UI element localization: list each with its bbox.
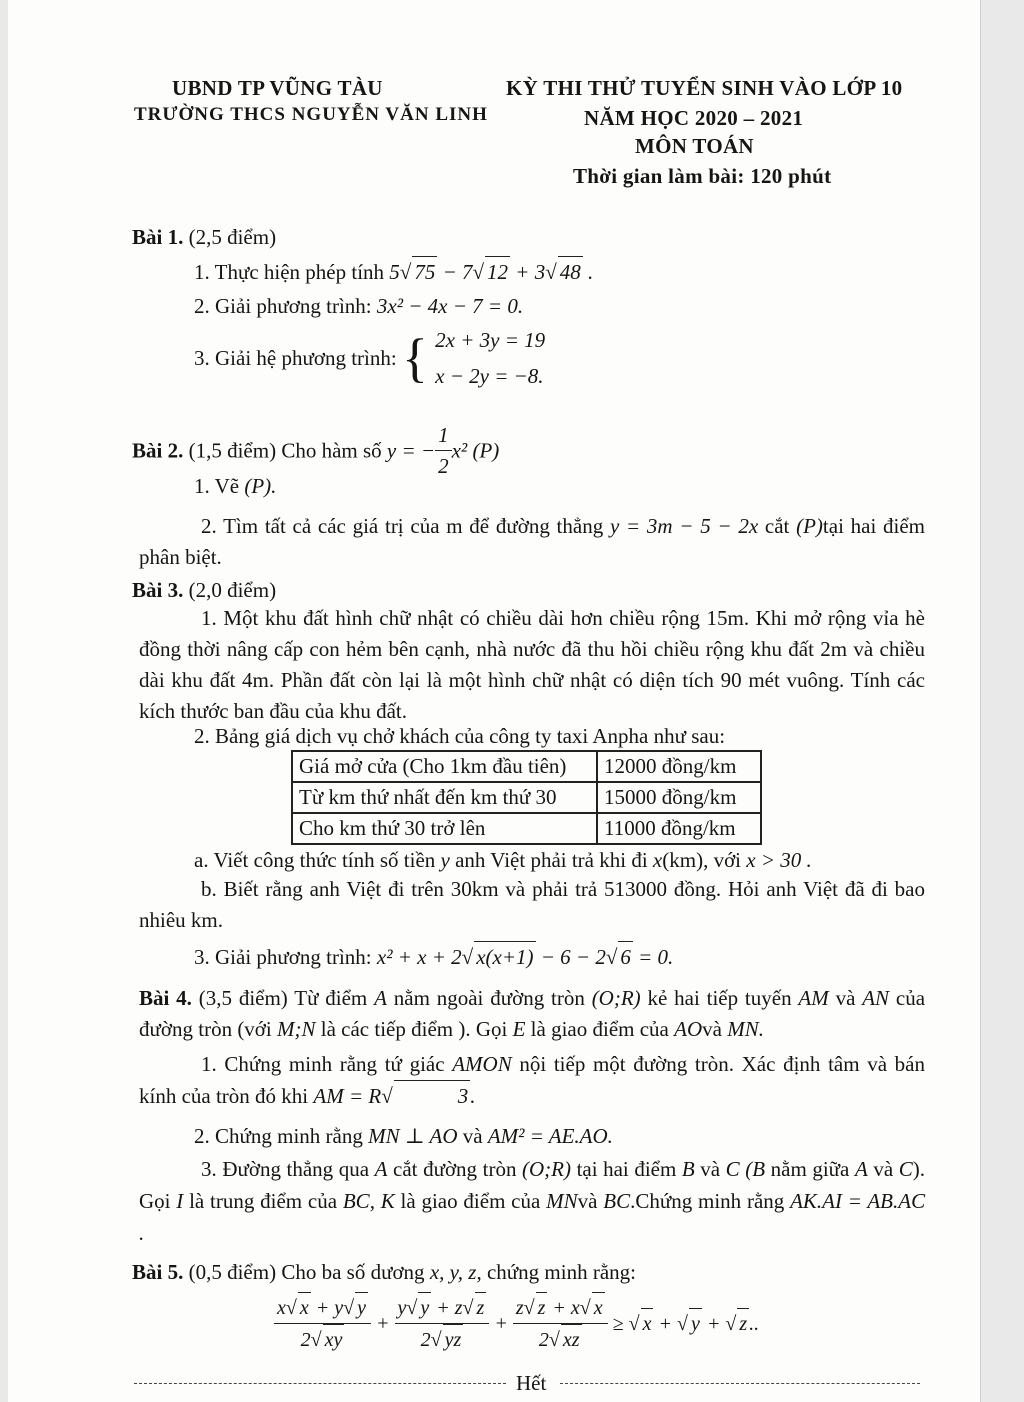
bai2-q2-text-c: tại hai điểm phân biệt. [139,514,926,569]
end-label: Hết [516,1371,547,1395]
var-MN-points: M;N [277,1017,316,1041]
bai4-title: Bài 4. [139,986,192,1010]
bai2-function-rhs: x² (P) [451,438,500,463]
bai3-heading [132,575,276,605]
var-MN: MN [546,1189,578,1213]
bai4-q3-text-j: và [577,1189,598,1213]
var-AMON: AMON [452,1052,512,1076]
bai2-q2-text-b: cắt [764,514,790,538]
brace-symbol: { [401,328,428,388]
table-cell: Từ km thứ nhất đến km thứ 30 [292,782,597,813]
bai1-q2-text: 2. Giải phương trình: [194,294,372,318]
bai4-intro-2: nằm ngoài đường tròn [393,986,585,1010]
bai4-q2-text-a: 2. Chứng minh rằng [194,1124,363,1148]
bai2-heading [132,420,499,481]
var-x: x [652,848,663,872]
bai3-q2: 2. Bảng giá dịch vụ chở khách của công ty taxi Anpha như sau: [194,724,726,748]
header-right-line4: Thời gian làm bài: 120 phút [573,164,832,188]
table-cell: 12000 đồng/km [597,751,761,782]
var-y: y [440,848,450,872]
bai4-q3-text-d: và [700,1157,721,1181]
var-MN: MN. [727,1017,764,1041]
var-C-paren: C (B [725,1157,766,1181]
bai2-q1 [194,471,276,501]
bai2-q2-line: y = 3m − 5 − 2x [609,514,759,538]
bai4-intro-3: kẻ hai tiếp tuyến [647,986,792,1010]
bai5-title: Bài 5. [132,1260,184,1284]
bai3-points: (2,0 điểm) [188,578,277,602]
bai2-points: (1,5 điểm) Cho hàm số [188,438,382,463]
bai4-intro-6: là các tiếp điểm ). Gọi [320,1017,508,1041]
bai4-q3-text-a: 3. Đường thẳng qua [201,1157,370,1181]
circle-OR: (O;R) [522,1157,571,1181]
condition-x: x > 30 . [746,848,812,872]
bai3-qa-text-2: anh Việt phải trả khi đi [455,848,648,872]
table-cell: Giá mở cửa (Cho 1km đầu tiên) [292,751,597,782]
bai3-title: Bài 3. [132,578,184,602]
header-right-line3: MÔN TOÁN [635,134,754,158]
bai2-title: Bài 2. [132,438,184,463]
bai4-intro-1: (3,5 điểm) Từ điểm [198,986,368,1010]
bai4-q2-text-b: và [462,1124,483,1148]
bai3-q3-text: 3. Giải phương trình: [194,945,372,969]
bai2-function-lhs: y = − [386,438,436,463]
bai1-q1 [194,256,593,287]
var-AM: AM [798,986,829,1010]
bai5-heading [132,1257,636,1287]
table-row [292,782,761,813]
exam-page [8,0,981,1402]
var-I: I [176,1189,184,1213]
bai4-q2-formula-2: AM² = AE.AO. [487,1124,613,1148]
fraction-term-1: $\frac{x√ x + y√ y}{2√ xy}$ [274,1292,371,1355]
bai1-q3 [194,322,545,394]
table-row [292,813,761,844]
var-A: A [374,986,387,1010]
bai4-q1-text-b: nội tiếp một đường tròn. Xác định tâm và bán kính của tròn đó khi [139,1052,925,1108]
header-left-line2: TRƯỜNG THCS NGUYỄN VĂN LINH [134,104,488,125]
bai4-q1-formula: AM = R√ 3. [313,1084,475,1108]
bai4-q3-text-h: là trung điểm của [189,1189,338,1213]
table-cell: 11000 đồng/km [597,813,761,844]
bai4-q2-formula-1: MN ⊥ AO [368,1124,458,1148]
bai2-q2-text-a: 2. Tìm tất cả các giá trị của m để đường thẳng [201,514,604,538]
var-B: B [681,1157,695,1181]
bai4-q2 [194,1121,613,1151]
bai1-points: (2,5 điểm) [188,225,277,249]
bai5-inequality: $\frac{x√ x + y√ y}{2√ xy}$ + $\frac{y√ y + z√ z}{2√ yz}$ + $\frac{z√ z + x√ x}{2√ xz}$ ≥ √ x + √ y + √ z .. [274,1292,759,1355]
bai5-tail: , chứng minh rằng: [476,1260,636,1284]
var-AO: AO [674,1017,703,1041]
table-cell: 15000 đồng/km [597,782,761,813]
bai4-intro-7: là giao điểm của [530,1017,669,1041]
var-AN: AN [862,986,890,1010]
bai4-q3-text-f: và [873,1157,894,1181]
fraction-one-half: $\frac{1}{2}$ [435,420,452,481]
equation-system: 2x + 3y = 19 x − 2y = −8. [435,328,546,388]
header-right-line1: KỲ THI THỬ TUYỂN SINH VÀO LỚP 10 [506,76,903,100]
var-BC-K: BC, K [342,1189,395,1213]
header-right-line2: NĂM HỌC 2020 – 2021 [584,106,804,130]
bai1-q2 [194,291,523,321]
header-left-line1: UBND TP VŨNG TÀU [172,76,383,100]
bai4-q1-text-a: 1. Chứng minh rằng tứ giác [201,1052,445,1076]
table-row [292,751,761,782]
circle-OR: (O;R) [591,986,641,1010]
table-cell: Cho km thứ 30 trở lên [292,813,597,844]
bai4-q3-text-k: .Chứng minh rằng [630,1189,785,1213]
bai4-q3 [139,1153,925,1249]
bai5-points: (0,5 điểm) Cho ba số dương [188,1260,425,1284]
bai4-intro [139,983,925,1045]
bai3-q1: 1. Một khu đất hình chữ nhật có chiều dài hơn chiều rộng 15m. Khi mở rộng vỉa hè đồng thời nâng cấp con hẻm bên cạnh, nhà nước đã thu hồi chiều rộng khu đất 2m và chiều dài khu đất 4m. Phần đất còn lại là một hình chữ nhật có diện tích 90 mét vuông. Tính các kích thước ban đầu của khu đất. [139,606,925,723]
bai5-vars: x, y, z [429,1260,477,1284]
var-A: A [854,1157,868,1181]
bai1-q1-text: 1. Thực hiện phép tính [194,260,385,284]
fraction-term-2: $\frac{y√ y + z√ z}{2√ yz}$ [395,1292,490,1355]
bai4-intro-5: của đường tròn (với [139,986,926,1041]
bai3-qb: b. Biết rằng anh Việt đi trên 30km và phải trả 513000 đồng. Hỏi anh Việt đã đi bao nhiêu km. [139,877,925,932]
bai4-q1 [139,1049,925,1112]
bai3-q3 [194,941,673,972]
bai2-q2-parabola: (P) [796,514,823,538]
var-C: C [898,1157,913,1181]
divider-left [134,1383,506,1384]
taxi-price-table [291,750,762,845]
bai4-intro-8: và [702,1017,722,1041]
bai3-qa [194,845,812,875]
bai4-q3-text-g: ). Gọi [139,1157,925,1213]
bai1-heading [132,222,276,252]
bai3-q3-formula: x² + x + 2√ x(x+1) − 6 − 2√ 6 = 0. [377,945,673,969]
var-E: E [512,1017,526,1041]
bai1-title: Bài 1. [132,225,184,249]
bai2-q1-text: 1. Vẽ [194,474,240,498]
bai4-q3-text-i: là giao điểm của [400,1189,541,1213]
bai2-q1-formula: (P). [244,474,277,498]
bai4-q3-text-c: tại hai điểm [576,1157,677,1181]
bai3-qa-text-1: a. Viết công thức tính số tiền [194,848,436,872]
bai1-q3-text: 3. Giải hệ phương trình: [194,346,397,370]
bai4-intro-4: và [835,986,856,1010]
divider-right [560,1383,920,1384]
fraction-term-3: $\frac{z√ z + x√ x}{2√ xz}$ [513,1292,608,1355]
bai1-q1-formula: 5√ 75 − 7√ 12 + 3√ 48 . [389,260,593,284]
var-A: A [374,1157,388,1181]
bai1-q2-formula: 3x² − 4x − 7 = 0. [376,294,524,318]
bai4-q3-text-b: cắt đường tròn [393,1157,517,1181]
bai4-q3-text-e: nằm giữa [770,1157,850,1181]
var-BC: BC [603,1189,631,1213]
bai4-q3-formula: AK.AI = AB.AC . [139,1189,926,1245]
bai3-qa-text-3: (km), với [662,848,742,872]
bai2-q2 [139,511,925,573]
